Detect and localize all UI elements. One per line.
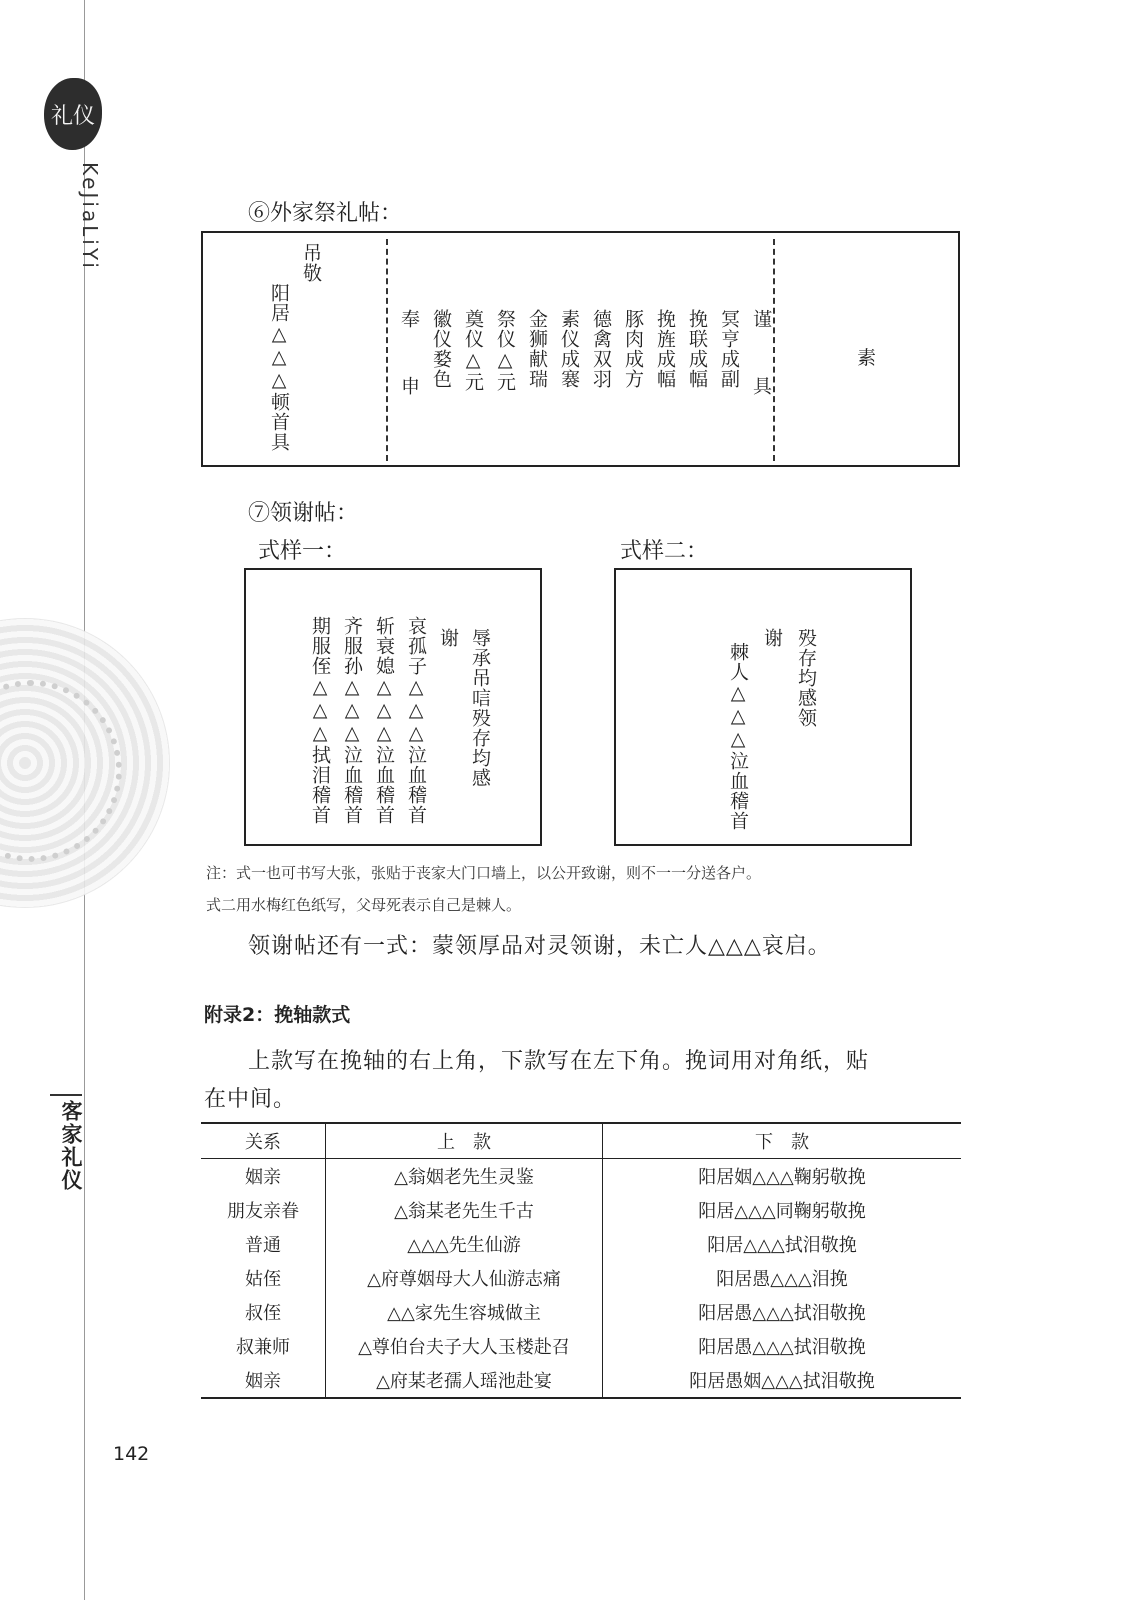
page-number: 142 [113,1443,150,1465]
section6-item-column: 奉 [398,309,420,329]
vertical-text-column: 齐服孙△△△泣血稽首 [341,616,363,825]
vertical-text-column: 哀孤子△△△泣血稽首 [405,616,427,825]
section6-item-column: 冥亨成副 [718,309,740,389]
side-title: 客家礼仪 [59,1100,83,1192]
table-row [201,1363,961,1398]
section6-item-column: 德禽双羽 [590,309,612,389]
paragraph-lingxie: 领谢帖还有一式：蒙领厚品对灵领谢，未亡人△△△哀启。 [248,934,831,959]
section6-item-column: 素仪成褰 [558,309,580,389]
cell-upper: △△△先生仙游 [326,1227,603,1261]
section6-left-top: 吊敬 [300,243,322,283]
cell-relation: 姻亲 [201,1363,326,1398]
side-title-rule [50,1094,82,1096]
cell-lower: 阳居姻△△△鞠躬敬挽 [698,1167,866,1188]
dashed-divider-left [386,239,388,461]
section6-item-bottom: 具 [750,376,772,396]
cell-relation: 叔侄 [201,1295,326,1329]
cell-lower: 阳居△△△同鞠躬敬挽 [698,1201,866,1222]
vertical-text-column: 斩衰媳△△△泣血稽首 [373,616,395,825]
section6-heading: ⑥外家祭礼帖： [248,201,403,226]
cell-upper: △△家先生容城做主 [326,1295,603,1329]
appendix-title: 附录2：挽轴款式 [204,1004,351,1026]
cell-lower: 阳居愚△△△拭泪敬挽 [698,1337,866,1358]
section6-item-column: 豚肉成方 [622,309,644,389]
header-upper: 上 款 [326,1123,603,1159]
section6-item-column: 祭仪△元 [494,309,516,392]
table-row [201,1227,961,1261]
vertical-text-column: 殁存均感领 [795,628,817,728]
running-head: KeJiaLiYi [78,162,102,271]
section6-left-main: 阳居△△△顿首具 [268,283,290,452]
cell-lower: 阳居愚姻△△△拭泪敬挽 [689,1371,875,1392]
section6-right: 素 [857,347,877,369]
section7-heading: ⑦领谢帖： [248,501,359,526]
style1-label: 式样一： [258,539,347,564]
table-row [201,1159,961,1194]
cell-upper: △翁某老先生千古 [326,1193,603,1227]
cell-relation: 普通 [201,1227,326,1261]
note-line-1: 注：式一也可书写大张，张贴于丧家大门口墙上，以公开致谢，则不一一分送各户。 [206,864,762,882]
vertical-text-column: 谢 [437,628,459,648]
note-line-2: 式二用水梅红色纸写，父母死表示自己是棘人。 [206,896,522,914]
style2-label: 式样二： [620,539,709,564]
section6-item-column: 挽联成幅 [686,309,708,389]
table-row [201,1261,961,1295]
style2-card [614,568,912,846]
section6-item-column: 金狮献瑞 [526,309,548,389]
vertical-text-column: 谢 [761,628,783,648]
cell-lower: 阳居△△△拭泪敬挽 [707,1235,857,1256]
table-row [201,1193,961,1227]
section6-item-column: 谨 [750,309,772,329]
cell-relation: 朋友亲眷 [201,1193,326,1227]
table-header-row [201,1123,961,1159]
vertical-text-column: 棘人△△△泣血稽首 [727,642,749,831]
seal-text: 礼仪 [50,103,95,129]
section6-card [201,231,960,467]
table-row [201,1295,961,1329]
table-row [201,1329,961,1363]
section6-item-bottom: 申 [398,376,420,396]
vertical-text-column: 期服侄△△△拭泪稽首 [309,616,331,825]
section6-item-column: 奠仪△元 [462,309,484,392]
dashed-divider-right [773,239,775,461]
vertical-text-column: 辱承吊唁殁存均感 [469,628,491,788]
cell-lower: 阳居愚△△△泪挽 [716,1269,848,1290]
couplet-table [201,1122,961,1399]
cell-relation: 姻亲 [201,1159,326,1194]
section6-item-column: 挽旌成幅 [654,309,676,389]
cell-upper: △府尊姻母大人仙游志痛 [326,1261,603,1295]
paragraph-couplet-line1: 上款写在挽轴的右上角，下款写在左下角。挽词用对角纸，贴 [248,1049,870,1074]
header-lower: 下 款 [603,1123,962,1159]
style1-card [244,568,542,846]
cell-lower: 阳居愚△△△拭泪敬挽 [698,1303,866,1324]
seal-logo [44,78,102,150]
section6-item-column: 徽仪婺色 [430,309,452,389]
cell-upper: △翁姻老先生灵鉴 [326,1159,603,1194]
paragraph-couplet-line2: 在中间。 [204,1087,297,1112]
cell-relation: 姑侄 [201,1261,326,1295]
cell-upper: △尊伯台夫子大人玉楼赴召 [326,1329,603,1363]
cell-upper: △府某老孺人瑶池赴宴 [326,1363,603,1398]
header-relation: 关系 [201,1123,326,1159]
cell-relation: 叔兼师 [201,1329,326,1363]
